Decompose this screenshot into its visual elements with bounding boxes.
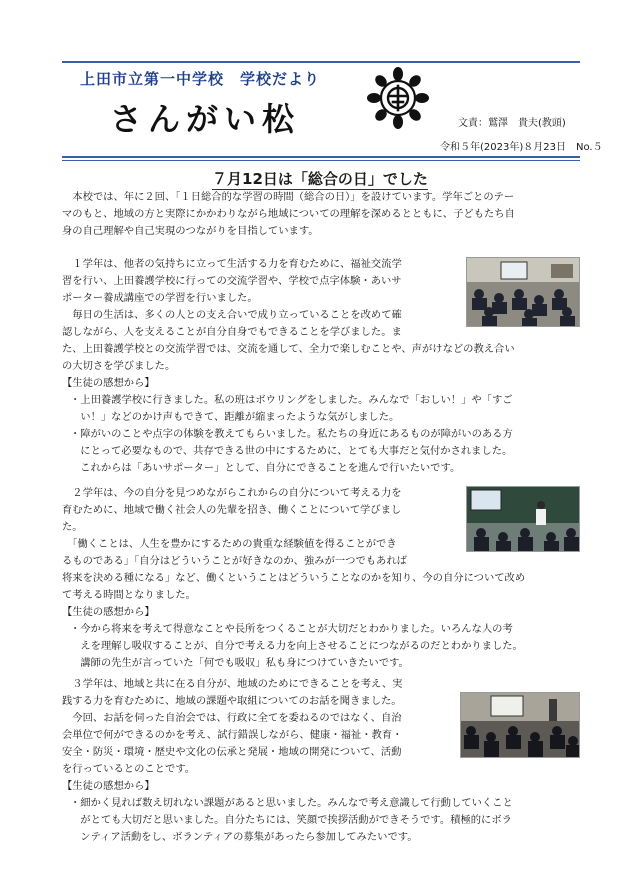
grade2-line: て考える時間となりました。: [62, 589, 196, 601]
author-credit: 文責：鷲澤 貴夫(教頭): [458, 118, 566, 129]
intro-line: 本校では、年に２回、「１日総合的な学習の時間（総合の日）」を設けています。学年ごとのテー: [62, 191, 515, 203]
intro-line: 身の自己理解や自己実現のつながりを目指しています。: [62, 225, 319, 237]
grade3-line: ３学年は、地域と共に在る自分が、地域のためにできることを考え、実: [62, 678, 403, 690]
impression-line: えを理解し吸収することが、自分で考える力を向上させることにつながるのだとわかりました。: [70, 640, 523, 652]
impressions-heading: 【生徒の感想から】: [62, 377, 155, 389]
issue-date: 令和５年(2023年)８月23日 No.５: [440, 142, 603, 153]
newsletter-title: さんがい松: [110, 100, 301, 138]
school-emblem-icon: [366, 66, 430, 130]
grade2-line: た。: [62, 521, 83, 533]
grade1-line: 認しながら、人を支えることが自分自身でもできることを学びました。ま: [62, 326, 402, 338]
impression-line: がとても大切だと思いました。自分たちには、笑顔で挨拶活動ができそうです。積極的にボラ: [70, 814, 512, 826]
grade1-line: 習を行い、上田養護学校に行っての交流学習や、学校で点字体験・あいサ: [62, 275, 402, 287]
grade3-line: 践する力を育むために、地域の課題や取組についてのお話を聞きました。: [62, 695, 402, 707]
impressions-heading: 【生徒の感想から】: [62, 780, 155, 792]
grade2-line: 育むために、地域で働く社会人の先輩を招き、働くことについて学びまし: [62, 504, 402, 516]
grade2-line: ２学年は、今の自分を見つめながらこれからの自分について考える力を: [62, 487, 402, 499]
grade2-line: 「働くことは、人生を豊かにするための貴重な経験値を得ることができ: [62, 538, 397, 550]
grade1-line: １学年は、他者の気持ちに立って生活する力を育むために、福祉交流学: [62, 258, 402, 270]
intro-line: マのもと、地域の方と実際にかかわりながら地域についての理解を深めるとともに、子どもたち自: [62, 208, 515, 220]
grade3-paragraph: [62, 676, 513, 846]
impression-line: これからは「あいサポーター」として、自分にできることを進んで行いたいです。: [70, 462, 461, 474]
grade1-classroom-photo: [466, 257, 580, 327]
grade2-paragraph: [62, 485, 525, 672]
impressions-heading: 【生徒の感想から】: [62, 606, 155, 618]
header-top-rule: [62, 61, 580, 63]
grade3-line: を行っているとのことです。: [62, 763, 196, 775]
grade3-line: 会単位で何ができるのかを考え、試行錯誤しながら、健康・福祉・教育・: [62, 729, 403, 741]
grade1-line: の大切さを学びました。: [62, 360, 176, 372]
grade2-line: 将来を決める種になる」など、働くということはどういうことなのかを知り、今の自分について改め: [62, 572, 526, 584]
impression-line: にとって必要なもので、共存できる世の中にするために、とても大事だと気付かされました。: [70, 445, 513, 457]
grade2-line: るものである」「自分はどういうことが好きなのか、強みが一つでもあれば: [62, 555, 407, 567]
impression-line: ・障がいのことや点字の体験を教えてもらいました。私たちの身近にあるものが障がいのある方: [70, 428, 513, 440]
grade1-line: ポーター養成講座での学習を行いました。: [62, 292, 258, 304]
impression-line: 講師の先生が言っていた「何でも吸収」私も身につけていきたいです。: [70, 657, 409, 669]
impression-line: ンティア活動をし、ボランティアの募集があったら参加してみたいです。: [70, 831, 418, 843]
impression-line: ・細かく見れば数え切れない課題があると思いました。みんなで考え意識して行動していくこと: [70, 797, 513, 809]
header-bottom-rule: [62, 156, 580, 158]
school-name: 上田市立第一中学校 学校だより: [80, 70, 321, 88]
grade3-talk-photo: [460, 692, 580, 758]
grade1-paragraph: [62, 256, 515, 477]
header-bottom-rule-thin: [62, 160, 580, 161]
grade2-lecture-photo: [466, 486, 580, 552]
grade3-line: 安全・防災・環境・歴史や文化の伝承と発展・地域の開発について、活動: [62, 746, 402, 758]
impression-line: い！」などのかけ声もできて、距離が縮まったような気がしました。: [70, 411, 400, 423]
grade3-line: 今回、お話を伺った自治会では、行政に全てを委ねるのではなく、自治: [62, 712, 402, 724]
article-headline: ７月12日は「総合の日」でした: [212, 170, 428, 188]
intro-paragraph: [62, 189, 515, 240]
impression-line: ・今から将来を考えて得意なことや長所をつくることが大切だとわかりました。いろんな人の考: [70, 623, 513, 635]
grade1-line: 毎日の生活は、多くの人との支え合いで成り立っていることを改めて確: [62, 309, 402, 321]
grade1-line: た、上田養護学校との交流学習では、交流を通して、全力で楽しむことや、声がけなどの教え合い: [62, 343, 515, 355]
impression-line: ・上田養護学校に行きました。私の班はボウリングをしました。みんなで「おしい！」や「すご: [70, 394, 513, 406]
